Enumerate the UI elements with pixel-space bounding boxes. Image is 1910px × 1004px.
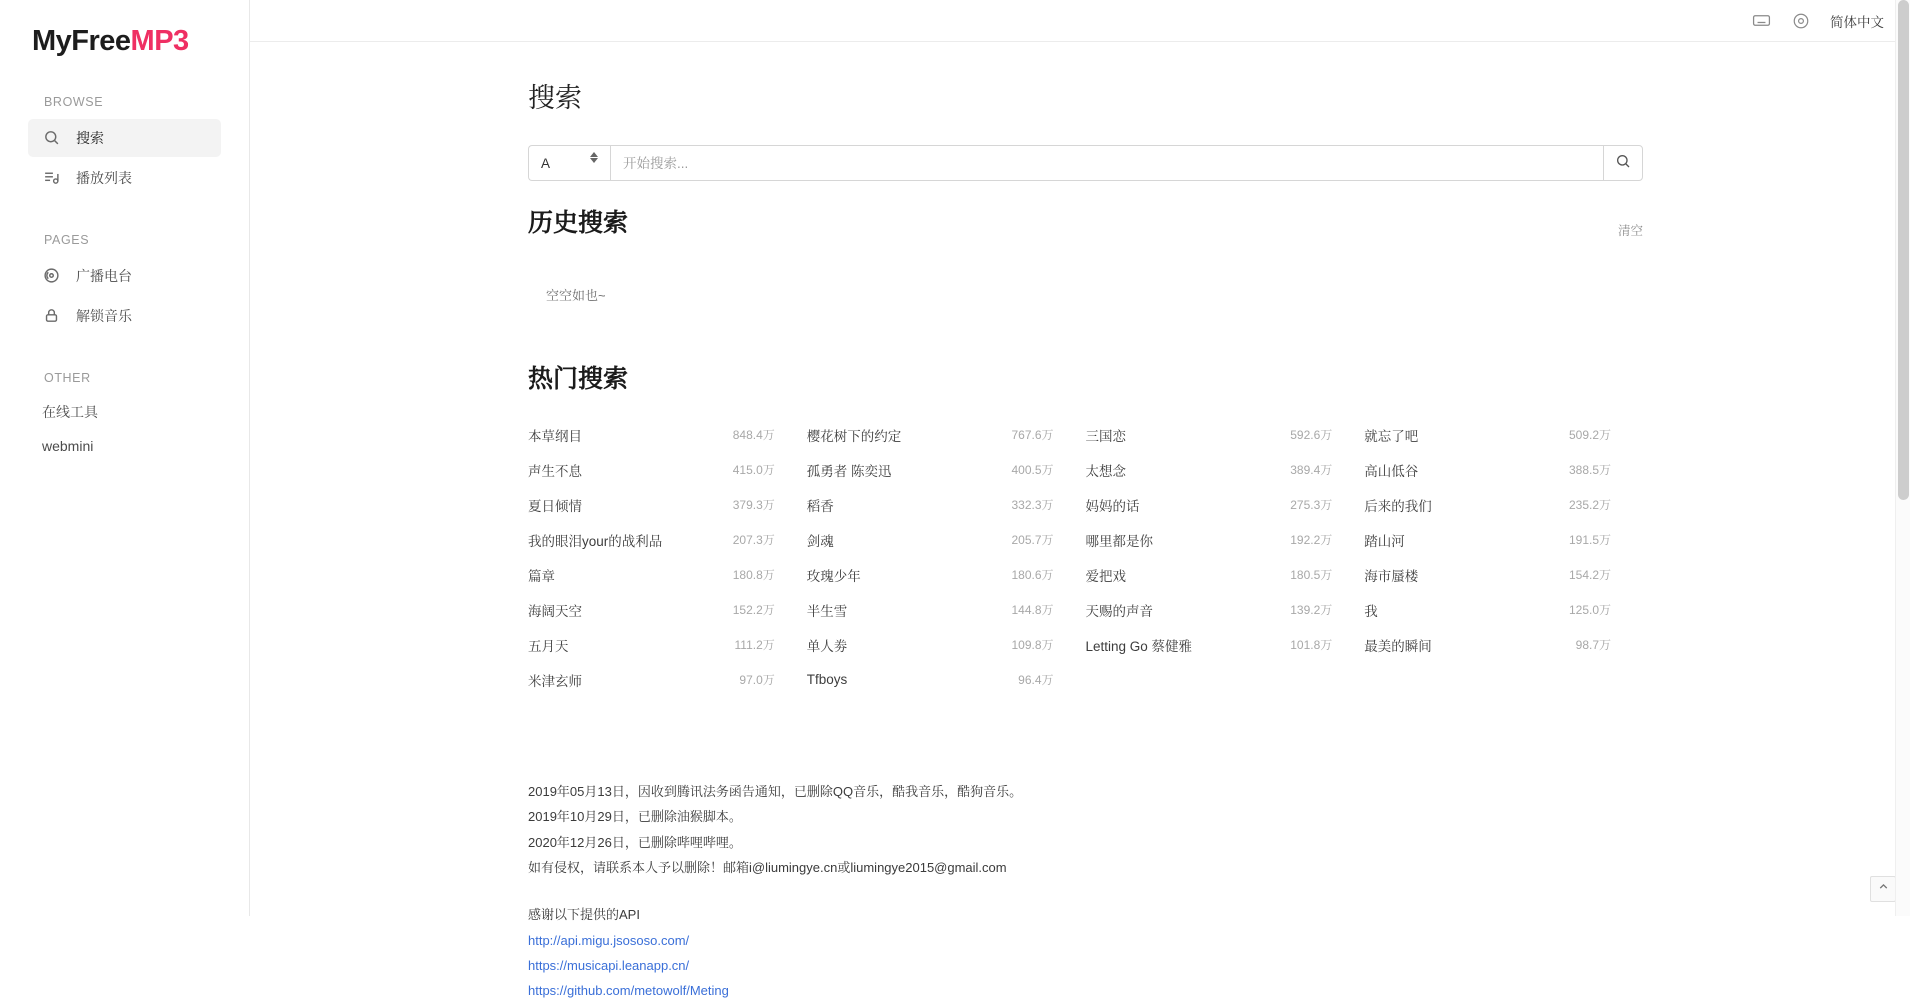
hot-item-name: 哪里都是你 [1085,533,1153,549]
hot-item-count: 388.5万 [1568,463,1611,477]
hot-item-name: Tfboys [806,672,848,687]
sidebar-group-label-pages: PAGES [44,232,90,247]
radio-icon [42,267,60,285]
hot-item-name: 米津玄师 [528,673,582,689]
hot-item-count: 111.2万 [734,638,775,652]
hot-search-item[interactable] [807,662,1086,697]
logo-text-primary: MyFree [32,25,131,57]
sidebar-item-online-tools[interactable]: 在线工具 [42,403,98,420]
clear-history-button[interactable]: 清空 [1617,224,1643,238]
source-select-wrapper [528,145,610,181]
notice-line: 2019年10月29日，已删除油猴脚本。 [528,809,742,825]
hot-item-name: 高山低谷 [1364,463,1419,479]
content-inner [528,76,1643,1004]
source-select[interactable] [528,145,610,181]
sidebar-item-label: 播放列表 [76,169,132,186]
hot-item-count: 139.2万 [1290,603,1333,617]
content-scroll [250,42,1910,1004]
hot-item-count: 180.6万 [1011,568,1054,582]
back-to-top-button[interactable] [1870,876,1896,902]
hot-item-count: 509.2万 [1568,428,1611,442]
hot-item-name: 海阔天空 [528,603,582,619]
hot-item-count: 98.7万 [1575,638,1611,652]
hot-search-item[interactable] [528,557,807,592]
hot-item-name: 半生雪 [806,603,848,619]
hot-search-item[interactable] [1086,627,1365,662]
hot-item-count: 192.2万 [1290,533,1333,547]
hot-search-item[interactable] [528,522,807,557]
chevron-up-icon [1877,880,1890,898]
top-bar [250,0,1910,42]
hot-item-name: 天赐的声音 [1085,603,1153,619]
api-link[interactable]: https://github.com/metowolf/Meting [528,983,729,999]
history-header [528,203,1643,239]
hot-search-grid [528,417,1643,697]
hot-item-name: 我的眼泪your的战利品 [528,533,663,549]
hot-search-item[interactable] [1086,417,1365,452]
hot-item-count: 592.6万 [1290,428,1333,442]
hot-search-item[interactable] [528,662,807,697]
hot-item-name: 三国恋 [1085,428,1126,444]
hot-item-name: 剑魂 [806,533,834,549]
hot-search-item[interactable] [1364,627,1643,662]
hot-item-count: 144.8万 [1011,603,1054,617]
hot-item-count: 96.4万 [1018,673,1054,687]
hot-search-item[interactable] [1086,522,1365,557]
hot-item-count: 180.8万 [732,568,775,582]
hot-item-count: 400.5万 [1011,463,1054,477]
sidebar-item-webmini[interactable]: webmini [42,437,94,454]
hot-item-count: 235.2万 [1568,498,1611,512]
hot-item-name: 妈妈的话 [1085,498,1140,514]
hot-item-name: 樱花树下的约定 [806,428,902,444]
hot-item-name: Letting Go 蔡健雅 [1085,638,1193,654]
hot-item-name: 篇章 [528,568,555,584]
hot-item-name: 我 [1364,603,1378,619]
hot-search-item[interactable] [528,487,807,522]
api-link[interactable]: http://api.migu.jsososo.com/ [528,932,690,948]
hot-item-count: 389.4万 [1290,463,1333,477]
hot-item-name: 孤勇者 陈奕迅 [806,463,892,479]
hot-item-count: 379.3万 [732,498,775,512]
search-icon [1615,153,1631,174]
hot-search-item[interactable] [807,627,1086,662]
hot-item-count: 97.0万 [739,673,775,687]
hot-item-count: 275.3万 [1290,498,1333,512]
sidebar-item-unlock-music[interactable] [28,297,221,335]
hot-item-name: 就忘了吧 [1364,428,1419,444]
hot-item-name: 太想念 [1085,463,1126,479]
notice-block [528,779,1643,880]
page-title: 搜索 [528,83,582,113]
search-icon [42,129,60,147]
notice-line: 2019年05月13日，因收到腾讯法务函告通知，已删除QQ音乐，酷我音乐，酷狗音乐。 [528,784,1023,799]
hot-item-name: 声生不息 [528,463,582,479]
hot-search-item[interactable] [807,557,1086,592]
hot-item-name: 单人劵 [806,638,848,654]
sidebar-group-label-other: OTHER [44,370,91,385]
hot-item-count: 848.4万 [732,428,775,442]
hot-item-count: 191.5万 [1568,533,1611,547]
search-input[interactable] [610,145,1603,181]
hot-item-name: 最美的瞬间 [1364,638,1432,654]
language-selector[interactable]: 简体中文 [1830,14,1884,30]
hot-item-count: 205.7万 [1011,533,1054,547]
hot-item-name: 夏日倾情 [528,498,582,514]
sidebar-item-playlist[interactable] [28,159,221,197]
hot-item-count: 767.6万 [1011,428,1054,442]
hot-item-name: 稻香 [806,498,834,514]
sidebar-item-search[interactable] [28,119,221,157]
sidebar [0,0,250,916]
hot-search-item[interactable] [1364,452,1643,487]
hot-item-name: 爱把戏 [1085,568,1126,584]
hot-item-count: 154.2万 [1568,568,1611,582]
hot-search-item[interactable] [807,452,1086,487]
logo-text-accent: MP3 [130,25,189,57]
hot-item-count: 207.3万 [732,533,775,547]
hot-item-count: 125.0万 [1568,603,1611,617]
api-link[interactable]: https://musicapi.leanapp.cn/ [528,958,690,974]
scrollbar-thumb[interactable] [1898,0,1909,500]
api-credits-title: 感谢以下提供的API [528,907,640,923]
hot-search-item[interactable] [807,417,1086,452]
hot-item-name: 五月天 [528,638,569,654]
hot-search-item[interactable] [528,452,807,487]
sidebar-item-label: 广播电台 [76,267,132,284]
hot-search-item[interactable] [1364,487,1643,522]
keyboard-icon[interactable] [1750,10,1772,32]
search-bar [528,145,1643,181]
playlist-icon [42,169,60,187]
hot-search-item[interactable] [807,592,1086,627]
hot-item-count: 109.8万 [1011,638,1054,652]
sidebar-item-label: 解锁音乐 [76,307,132,324]
main-area [250,0,1910,999]
history-title: 历史搜索 [528,209,629,237]
hot-search-item[interactable] [807,487,1086,522]
hot-search-item[interactable] [1364,592,1643,627]
notice-line: 如有侵权，请联系本人予以删除！邮箱i@liumingye.cn或liumingye2015@gmail.com [528,860,1007,876]
history-empty-text: 空空如也~ [546,288,606,303]
app-logo[interactable] [0,18,249,59]
lock-icon [42,307,60,325]
hot-item-count: 332.3万 [1011,498,1054,512]
hot-item-name: 本草纲目 [528,428,582,444]
hot-item-count: 152.2万 [732,603,775,617]
search-submit-button[interactable] [1603,145,1643,181]
hot-item-name: 海市蜃楼 [1364,568,1419,584]
hot-item-name: 玫瑰少年 [806,568,861,584]
hot-search-item[interactable] [528,592,807,627]
hot-search-title: 热门搜索 [528,365,629,393]
sidebar-item-radio[interactable] [28,257,221,295]
hot-search-item[interactable] [1364,417,1643,452]
hot-search-item[interactable] [807,522,1086,557]
hot-item-count: 180.5万 [1290,568,1333,582]
hot-search-item[interactable] [1086,452,1365,487]
hot-search-item[interactable] [1364,522,1643,557]
hot-search-item[interactable] [1086,557,1365,592]
hot-search-item[interactable] [528,627,807,662]
hot-item-count: 101.8万 [1290,638,1333,652]
hot-search-item[interactable] [528,417,807,452]
sidebar-group-label-browse: BROWSE [44,94,104,109]
gear-icon[interactable] [1790,10,1812,32]
hot-item-name: 后来的我们 [1364,498,1432,514]
page-scrollbar[interactable] [1895,0,1910,916]
hot-item-name: 踏山河 [1364,533,1405,549]
hot-search-item[interactable] [1364,557,1643,592]
hot-search-item[interactable] [1086,487,1365,522]
notice-line: 2020年12月26日，已删除哔哩哔哩。 [528,834,742,850]
sidebar-item-label: 搜索 [76,129,104,146]
api-credits-block [528,902,1643,1003]
hot-item-count: 415.0万 [732,463,775,477]
hot-search-item[interactable] [1086,592,1365,627]
